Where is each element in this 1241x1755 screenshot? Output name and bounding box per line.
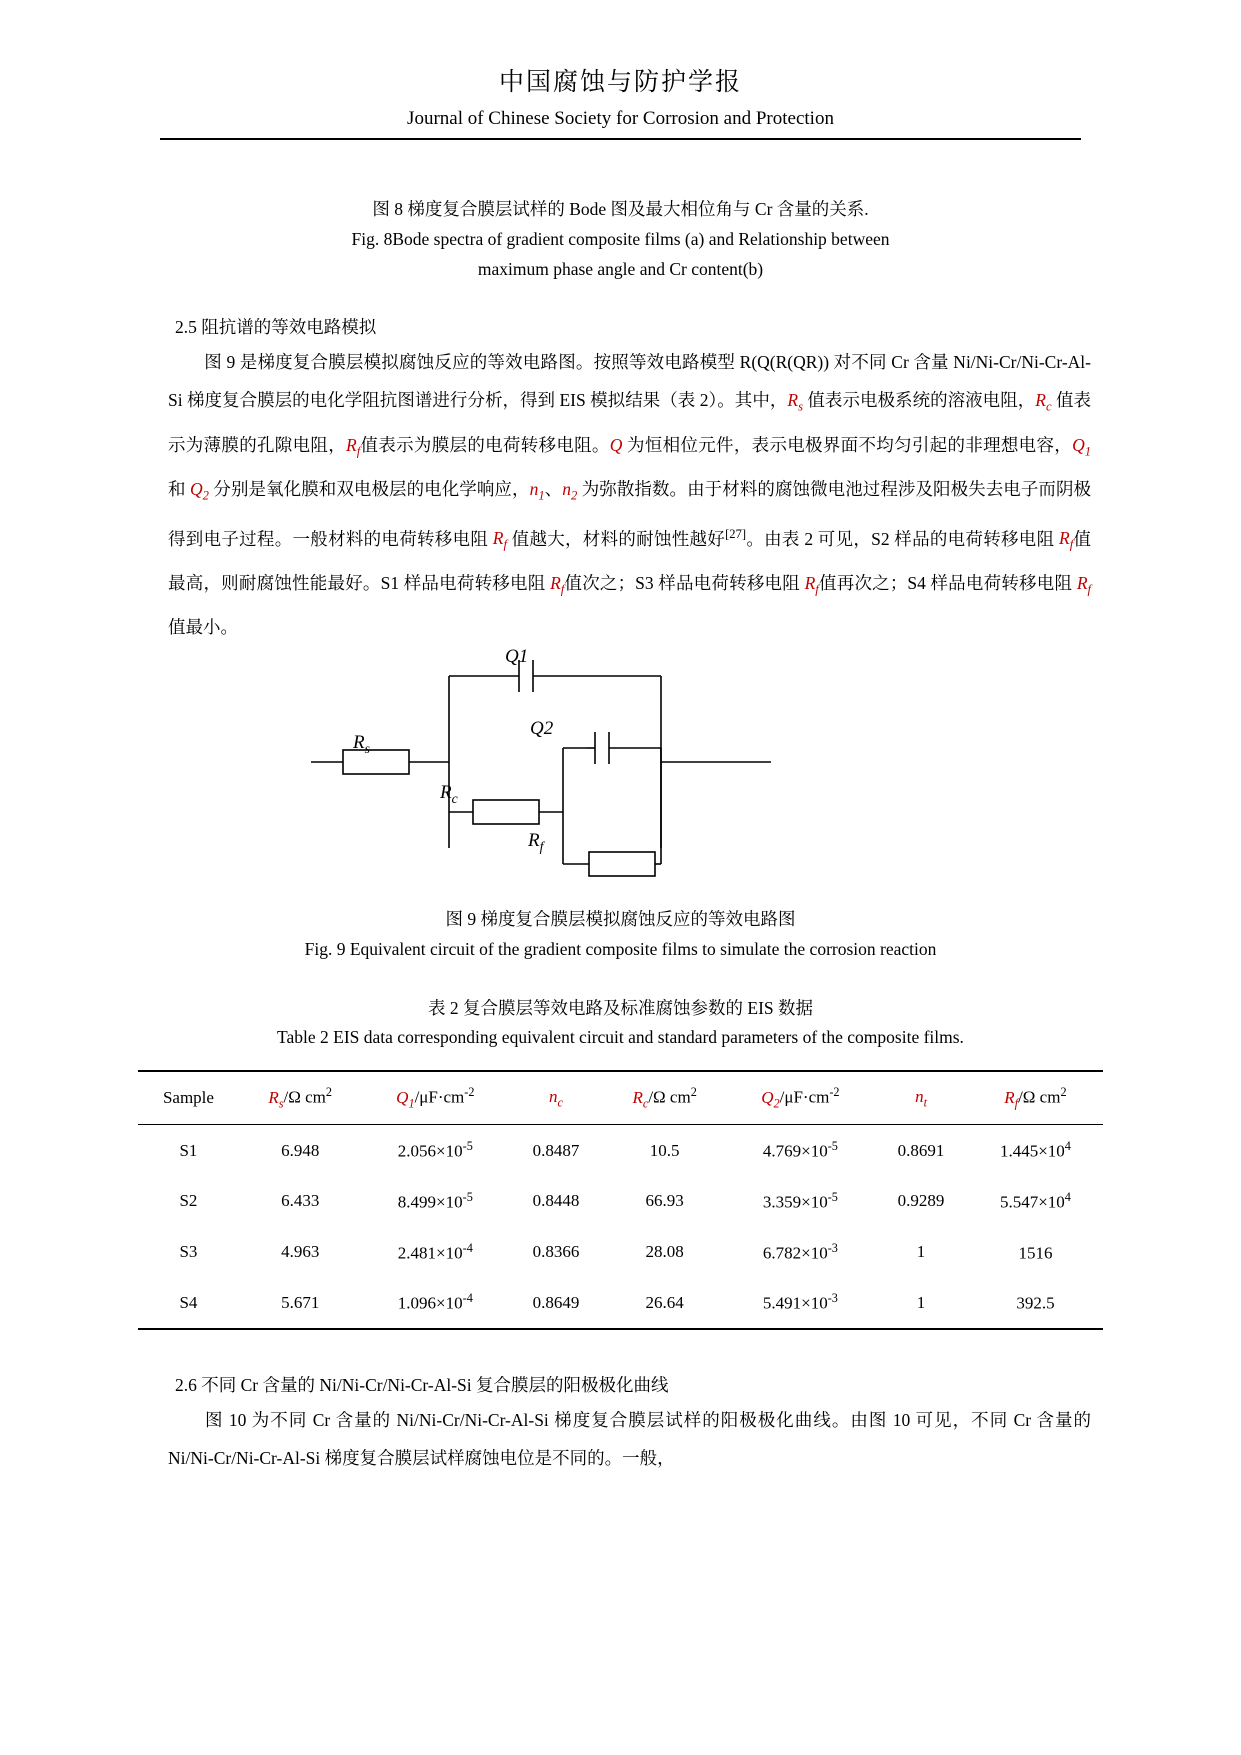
cell-q2: $5.491\times 10^{-3}$ (762, 1291, 838, 1313)
cell-nt: 0.9289 (897, 1191, 945, 1211)
para-text-d: 值表示为膜层的电荷转移电阻。 (360, 434, 610, 455)
symbol-rf-3: $R_f$ (1059, 528, 1074, 552)
cell-sample: S4 (179, 1292, 198, 1312)
cell-rc: 10.5 (603, 1125, 727, 1176)
para-text-i: 为弥散指数。由于材料的腐蚀微电池过程涉及阳极失去电子而阴极得到电子过程。一般材料的电荷转移电阻 (168, 479, 1092, 549)
col-nt: $n_t$ (874, 1071, 968, 1125)
table2-eis-data (138, 1070, 1103, 1330)
cell-q1: $1.096\times 10^{-4}$ (397, 1291, 473, 1313)
para-text-k: 。由表 2 可见，S2 样品的电荷转移电阻 (746, 528, 1060, 549)
figure8-caption-en-line1: Fig. 8Bode spectra of gradient composite films (a) and Relationship between (351, 229, 890, 249)
figure8-caption (0, 194, 1241, 284)
para-text-m: 值次之；S3 样品电荷转移电阻 (564, 572, 805, 593)
cell-q2: $4.769\times 10^{-5}$ (727, 1125, 875, 1176)
figure8-caption-en-line2: maximum phase angle and Cr content(b) (477, 259, 764, 279)
col-nc: $n_c$ (509, 1071, 603, 1125)
cell-rc: 66.93 (645, 1191, 684, 1211)
cell-rs: 5.671 (281, 1292, 320, 1312)
cell-nc: 0.8366 (532, 1242, 580, 1262)
para-text-a: 图 9 是梯度复合膜层模拟腐蚀反应的等效电路图。按照等效电路模型 R(Q(R(QR)) 对不同 Cr 含量 Ni/Ni-Cr/Ni-Cr-Al-Si 梯度复合膜层的电化学阻抗图谱进行分析，得到 EIS 模拟结果（表 2）。其中， (168, 352, 1091, 410)
symbol-q1: $Q_1$ (1072, 434, 1092, 458)
table2-caption (0, 994, 1241, 1052)
symbol-rs-1: $R_s$ (787, 390, 803, 414)
cell-rs: 6.433 (281, 1191, 320, 1211)
table-row (138, 1125, 1103, 1176)
journal-title-cn: 中国腐蚀与防护学报 (498, 69, 742, 96)
resistor-rf (589, 852, 655, 876)
cell-q1: $8.499\times 10^{-5}$ (397, 1190, 473, 1212)
section-2-6-text: 图 10 为不同 Cr 含量的 Ni/Ni-Cr/Ni-Cr-Al-Si 梯度复合膜层试样的阳极极化曲线。由图 10 可见，不同 Cr 含量的 Ni/Ni-Cr/Ni-Cr-Al-Si 梯度复合膜层试样腐蚀电位是不同的。一般， (168, 1410, 1091, 1468)
col-rs: $R_s/\Omega$ $cm^2$ (239, 1071, 362, 1125)
journal-title-en: Journal of Chinese Society for Corrosion and Protection (407, 108, 834, 129)
para-text-o: 值最小。 (168, 617, 238, 638)
symbol-rf-5: $R_f$ (804, 572, 819, 597)
para-text-c: 值表示为薄膜的孔隙电阻， (168, 390, 1092, 455)
cell-nt: 1 (916, 1292, 926, 1312)
cell-sample: S2 (179, 1191, 198, 1211)
label-q1: Q1 (505, 646, 529, 668)
col-q1: $Q_1/\mu F\cdot cm^{-2}$ (361, 1071, 509, 1125)
para-text-e: 为恒相位元件，表示电极界面不均匀引起的非理想电容， (622, 434, 1073, 455)
cell-q1: $2.481\times 10^{-4}$ (397, 1240, 473, 1263)
cell-sample: S3 (179, 1242, 198, 1262)
label-rc: $R_c$ (440, 782, 458, 807)
cell-nc: 0.8649 (532, 1292, 580, 1312)
cell-rc: 26.64 (645, 1292, 684, 1312)
col-sample: Sample (138, 1071, 239, 1125)
citation-27: [27] (725, 526, 747, 541)
section-2-6-paragraph (168, 1401, 1091, 1477)
cell-sample: S1 (138, 1125, 239, 1176)
cell-nt: 0.8691 (874, 1125, 968, 1176)
symbol-rf-1: $R_f$ (346, 434, 361, 458)
cell-nt: 1 (916, 1242, 926, 1262)
table-row (138, 1277, 1103, 1329)
cell-rf: 1516 (1018, 1243, 1053, 1263)
table-body (138, 1125, 1103, 1329)
cell-nc: 0.8448 (532, 1191, 580, 1211)
cell-rf: $1.445\times 10^4$ (968, 1125, 1103, 1176)
symbol-n2: $n_2$ (562, 479, 578, 503)
col-rc: $R_c/\Omega$ $cm^2$ (603, 1071, 727, 1125)
table-header-row (138, 1071, 1103, 1125)
para-text-n: 值再次之；S4 样品电荷转移电阻 (818, 572, 1077, 593)
figure9-circuit-diagram (0, 652, 1241, 882)
para-text-l: 值最高，则耐腐蚀性能最好。S1 样品电荷转移电阻 (168, 528, 1092, 593)
resistor-rc (473, 800, 539, 824)
symbol-rf-6: $R_f$ (1076, 572, 1092, 597)
symbol-rc-1: $R_c$ (1035, 390, 1052, 414)
label-rs: $R_s$ (353, 732, 370, 757)
section-2-5-heading: 2.5 阻抗谱的等效电路模拟 (175, 317, 377, 337)
para-text-g: 分别是氧化膜和双电极层的电化学响应， (208, 479, 530, 499)
table-row (138, 1227, 1103, 1278)
label-q2: Q2 (530, 718, 554, 740)
table2-caption-en: Table 2 EIS data corresponding equivalent circuit and standard parameters of the composite films. (277, 1027, 964, 1048)
figure9-caption (0, 904, 1241, 964)
figure9-caption-en: Fig. 9 Equivalent circuit of the gradient composite films to simulate the corrosion reaction (304, 939, 937, 960)
cell-rc: 28.08 (645, 1242, 684, 1262)
cell-q2: $3.359\times 10^{-5}$ (762, 1190, 838, 1212)
section-2-5-paragraph (168, 343, 1091, 646)
cell-nc: 0.8487 (509, 1125, 603, 1176)
equivalent-circuit-svg (301, 652, 941, 882)
col-q2: $Q_2/\mu F\cdot cm^{-2}$ (727, 1071, 875, 1125)
cell-rs: 4.963 (281, 1242, 320, 1262)
cell-rf: $5.547\times 10^4$ (999, 1190, 1071, 1212)
label-rf: $R_f$ (528, 830, 544, 855)
para-text-j: 值越大，材料的耐蚀性越好 (507, 528, 726, 549)
figure9-caption-cn: 图 9 梯度复合膜层模拟腐蚀反应的等效电路图 (445, 909, 796, 930)
table2-caption-cn: 表 2 复合膜层等效电路及标准腐蚀参数的 EIS 数据 (428, 998, 813, 1019)
symbol-rf-4: $R_f$ (550, 572, 565, 597)
para-text-h: 、 (544, 479, 563, 499)
page-header (0, 0, 1241, 130)
table-row (138, 1176, 1103, 1227)
col-rf: $R_f/\Omega$ $cm^2$ (968, 1071, 1103, 1125)
symbol-q: Q (609, 434, 623, 455)
section-2-6-heading: 2.6 不同 Cr 含量的 Ni/Ni-Cr/Ni-Cr-Al-Si 复合膜层的阳极极化曲线 (175, 1375, 669, 1395)
symbol-rf-2: $R_f$ (492, 528, 507, 552)
symbol-q2: $Q_2$ (190, 479, 209, 503)
para-text-b: 值表示电极系统的溶液电阻， (803, 390, 1036, 410)
symbol-n1: $n_1$ (529, 479, 545, 503)
cell-rs: 6.948 (239, 1125, 362, 1176)
cell-q2: $6.782\times 10^{-3}$ (762, 1240, 838, 1263)
figure8-caption-cn: 图 8 梯度复合膜层试样的 Bode 图及最大相位角与 Cr 含量的关系. (372, 199, 869, 219)
cell-q1: $2.056\times 10^{-5}$ (361, 1125, 509, 1176)
cell-rf: 392.5 (1016, 1294, 1055, 1313)
para-text-f: 和 (168, 479, 191, 499)
header-divider (160, 138, 1081, 140)
